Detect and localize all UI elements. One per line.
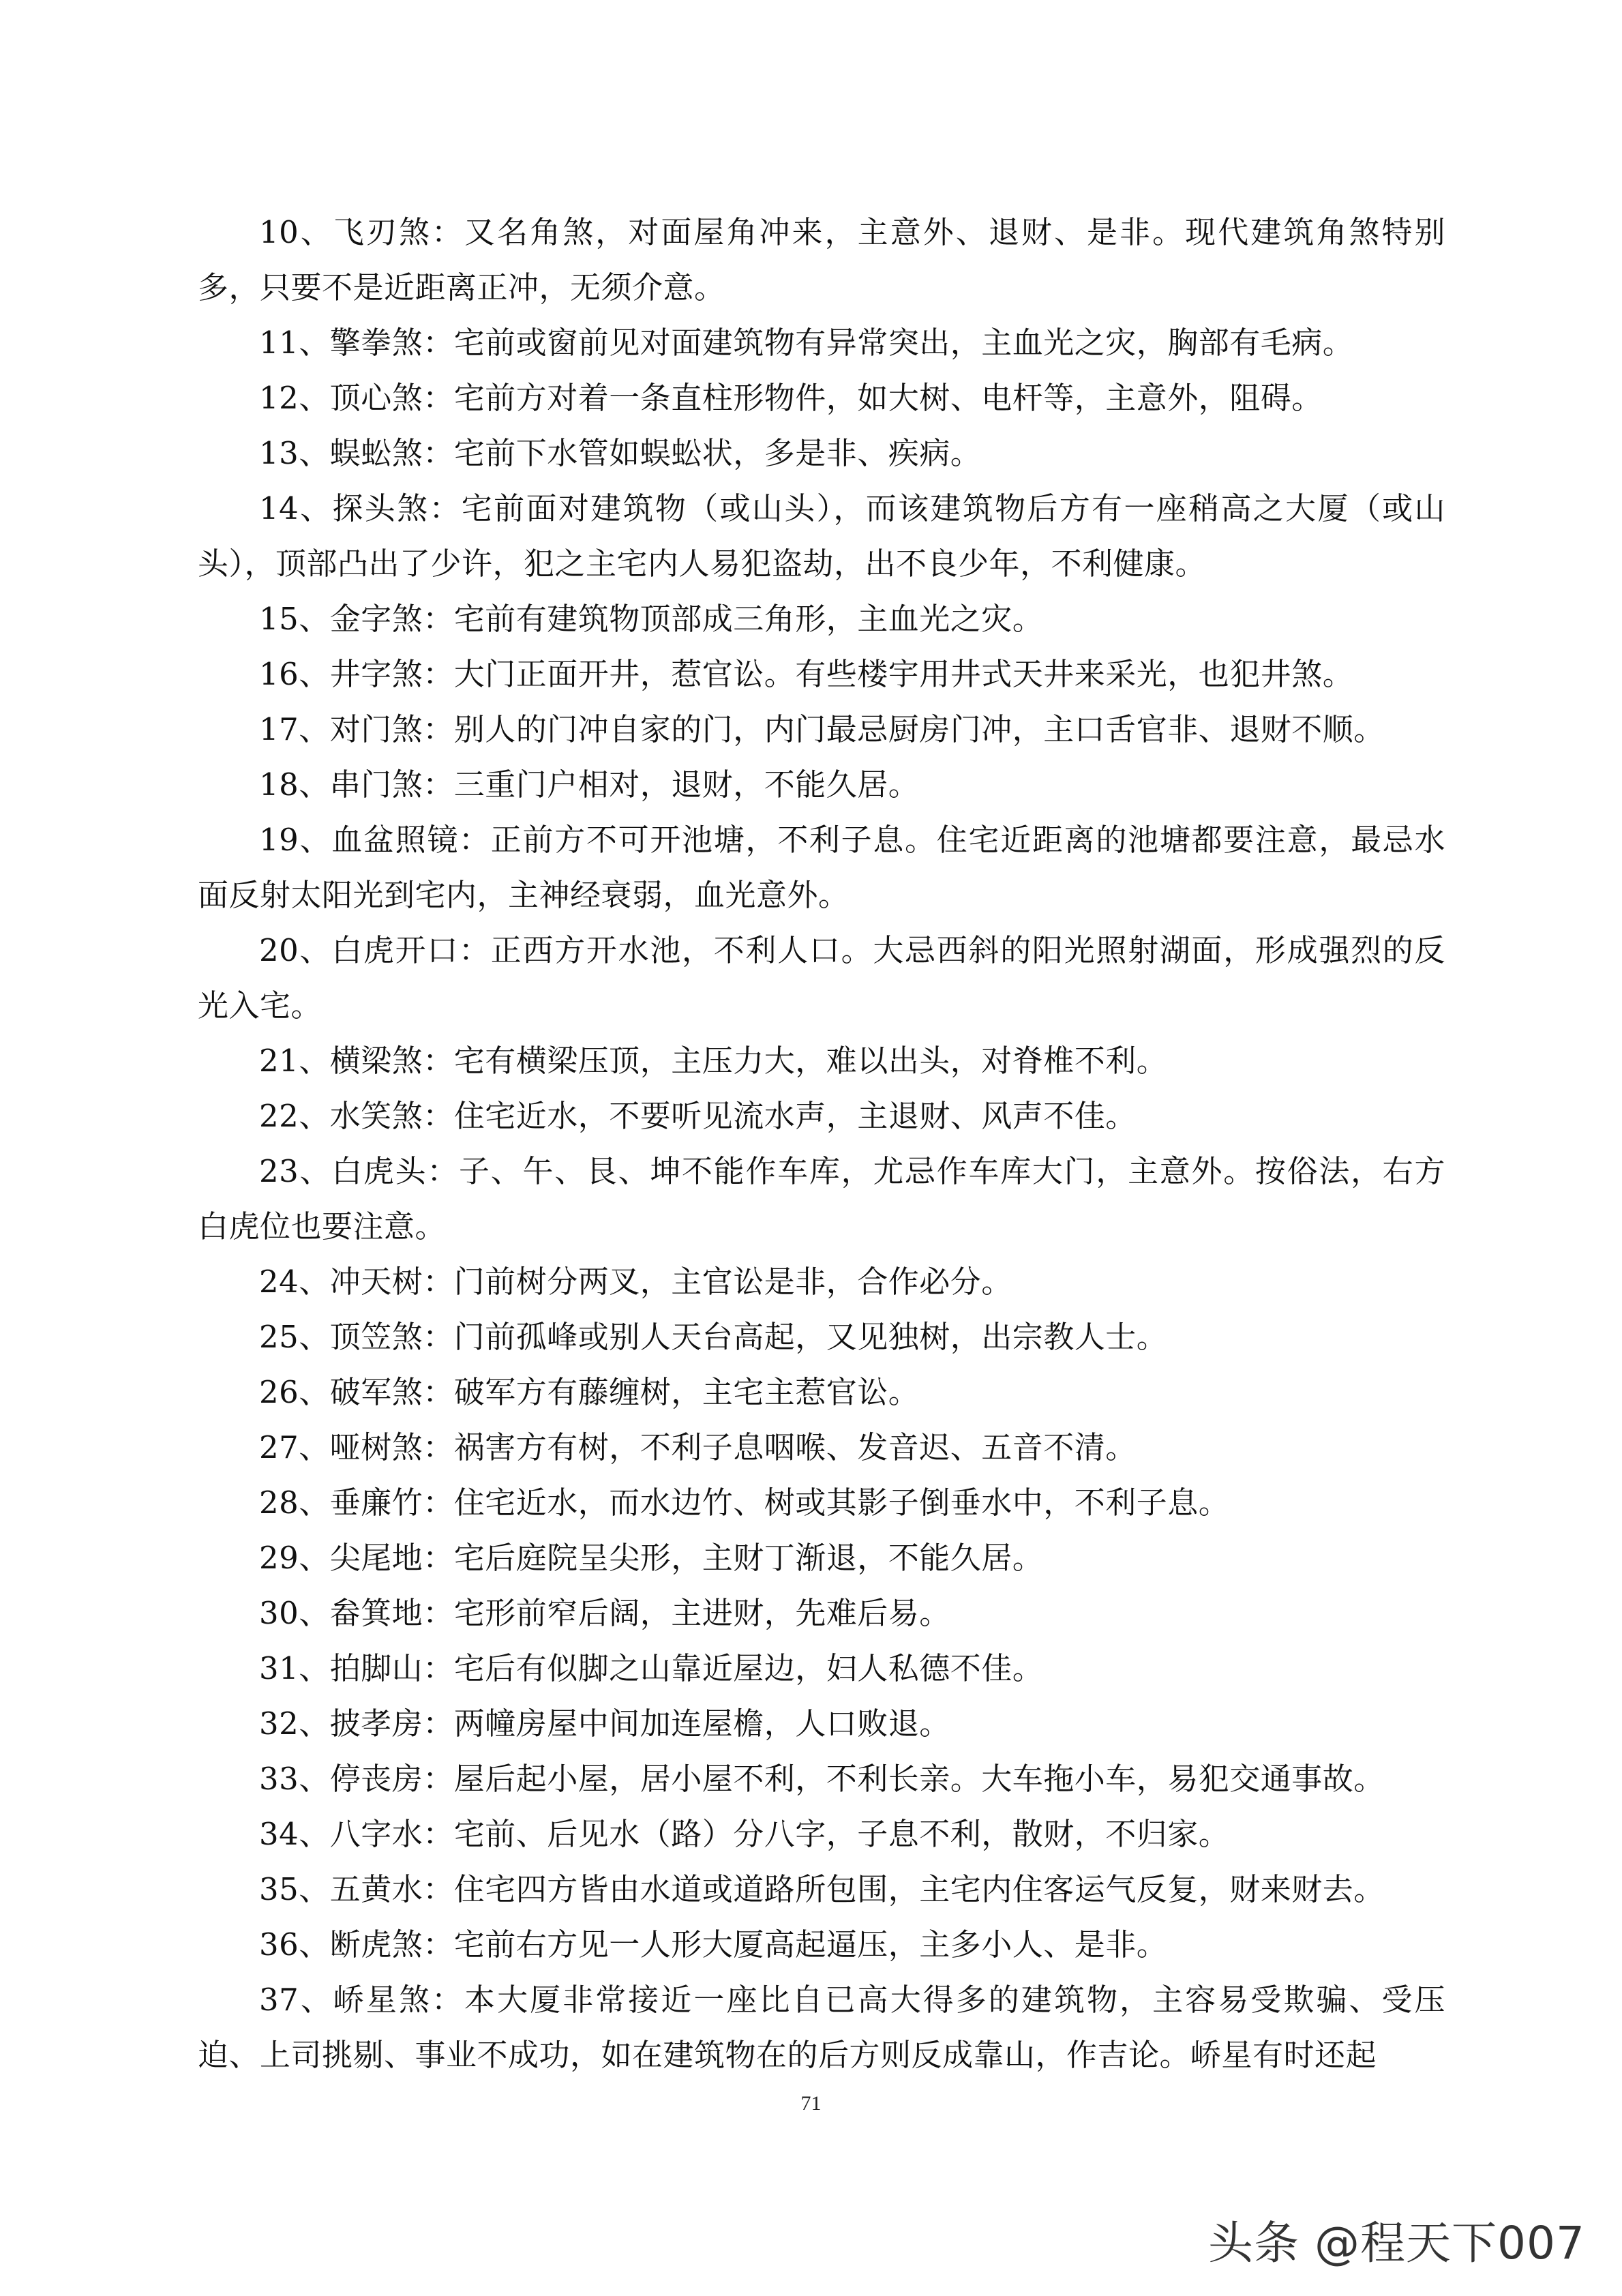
paragraph: 11、擎拳煞：宅前或窗前见对面建筑物有异常突出，主血光之灾，胸部有毛病。 bbox=[259, 325, 1354, 361]
page-number: 71 bbox=[800, 2092, 822, 2115]
paragraph: 37、峤星煞：本大厦非常接近一座比自已高大得多的建筑物，主容易受欺骗、受压迫、上司挑剔、事业不成功，如在建筑物在的后方则反成靠山，作吉论。峤星有时还起 bbox=[198, 1982, 1445, 2073]
paragraph: 25、顶笠煞：门前孤峰或别人天台高起，又见独树，出宗教人士。 bbox=[259, 1319, 1168, 1355]
paragraph: 28、垂廉竹：住宅近水，而水边竹、树或其影子倒垂水中，不利子息。 bbox=[259, 1485, 1230, 1521]
paragraph: 29、尖尾地：宅后庭院呈尖形，主财丁渐退，不能久居。 bbox=[259, 1540, 1044, 1576]
paragraph: 34、八字水：宅前、后见水（路）分八字，子息不利，散财，不归家。 bbox=[259, 1816, 1230, 1852]
paragraph: 30、畚箕地：宅形前窄后阔，主进财，先难后易。 bbox=[259, 1595, 950, 1631]
paragraph: 32、披孝房：两幢房屋中间加连屋檐，人口败退。 bbox=[259, 1705, 950, 1742]
paragraph: 27、哑树煞：祸害方有树，不利子息咽喉、发音迟、五音不清。 bbox=[259, 1429, 1137, 1465]
paragraph: 21、横梁煞：宅有横梁压顶，主压力大，难以出头，对脊椎不利。 bbox=[259, 1043, 1168, 1079]
paragraph: 26、破军煞：破军方有藤缠树，主宅主惹官讼。 bbox=[259, 1374, 920, 1410]
paragraph: 22、水笑煞：住宅近水，不要听见流水声，主退财、风声不佳。 bbox=[259, 1098, 1137, 1134]
paragraph: 33、停丧房：屋后起小屋，居小屋不利，不利长亲。大车拖小车，易犯交通事故。 bbox=[259, 1761, 1385, 1797]
paragraph: 10、飞刃煞：又名角煞，对面屋角冲来，主意外、退财、是非。现代建筑角煞特别多，只要不是近距离正冲，无须介意。 bbox=[198, 214, 1445, 305]
paragraph: 36、断虎煞：宅前右方见一人形大厦高起逼压，主多小人、是非。 bbox=[259, 1926, 1168, 1963]
paragraph: 35、五黄水：住宅四方皆由水道或道路所包围，主宅内住客运气反复，财来财去。 bbox=[259, 1871, 1385, 1907]
watermark: 头条 @程天下007 bbox=[1208, 2217, 1585, 2269]
paragraph: 23、白虎头：子、午、艮、坤不能作车库，尤忌作车库大门，主意外。按俗法，右方白虎位也要注意。 bbox=[198, 1153, 1445, 1244]
paragraph: 12、顶心煞：宅前方对着一条直柱形物件，如大树、电杆等，主意外，阻碍。 bbox=[259, 380, 1323, 416]
paragraph: 18、串门煞：三重门户相对，退财，不能久居。 bbox=[259, 766, 920, 803]
paragraph: 19、血盆照镜：正前方不可开池塘，不利子息。住宅近距离的池塘都要注意，最忌水面反射太阳光到宅内，主神经衰弱，血光意外。 bbox=[198, 822, 1445, 913]
paragraph: 16、井字煞：大门正面开井，惹官讼。有些楼宇用井式天井来采光，也犯井煞。 bbox=[259, 656, 1354, 692]
paragraph: 15、金字煞：宅前有建筑物顶部成三角形，主血光之灾。 bbox=[259, 601, 1044, 637]
paragraph: 20、白虎开口：正西方开水池，不利人口。大忌西斜的阳光照射湖面，形成强烈的反光入宅。 bbox=[198, 932, 1445, 1024]
paragraph: 13、蜈蚣煞：宅前下水管如蜈蚣状，多是非、疾病。 bbox=[259, 435, 982, 471]
paragraph: 17、对门煞：别人的门冲自家的门，内门最忌厨房门冲，主口舌官非、退财不顺。 bbox=[259, 711, 1385, 747]
paragraph: 14、探头煞：宅前面对建筑物（或山头），而该建筑物后方有一座稍高之大厦（或山头），顶部凸出了少许，犯之主宅内人易犯盗劫，出不良少年，不利健康。 bbox=[198, 490, 1445, 582]
document-body bbox=[198, 205, 1445, 2083]
paragraph: 24、冲天树：门前树分两叉，主官讼是非，合作必分。 bbox=[259, 1264, 1012, 1300]
paragraph: 31、拍脚山：宅后有似脚之山靠近屋边，妇人私德不佳。 bbox=[259, 1650, 1044, 1686]
